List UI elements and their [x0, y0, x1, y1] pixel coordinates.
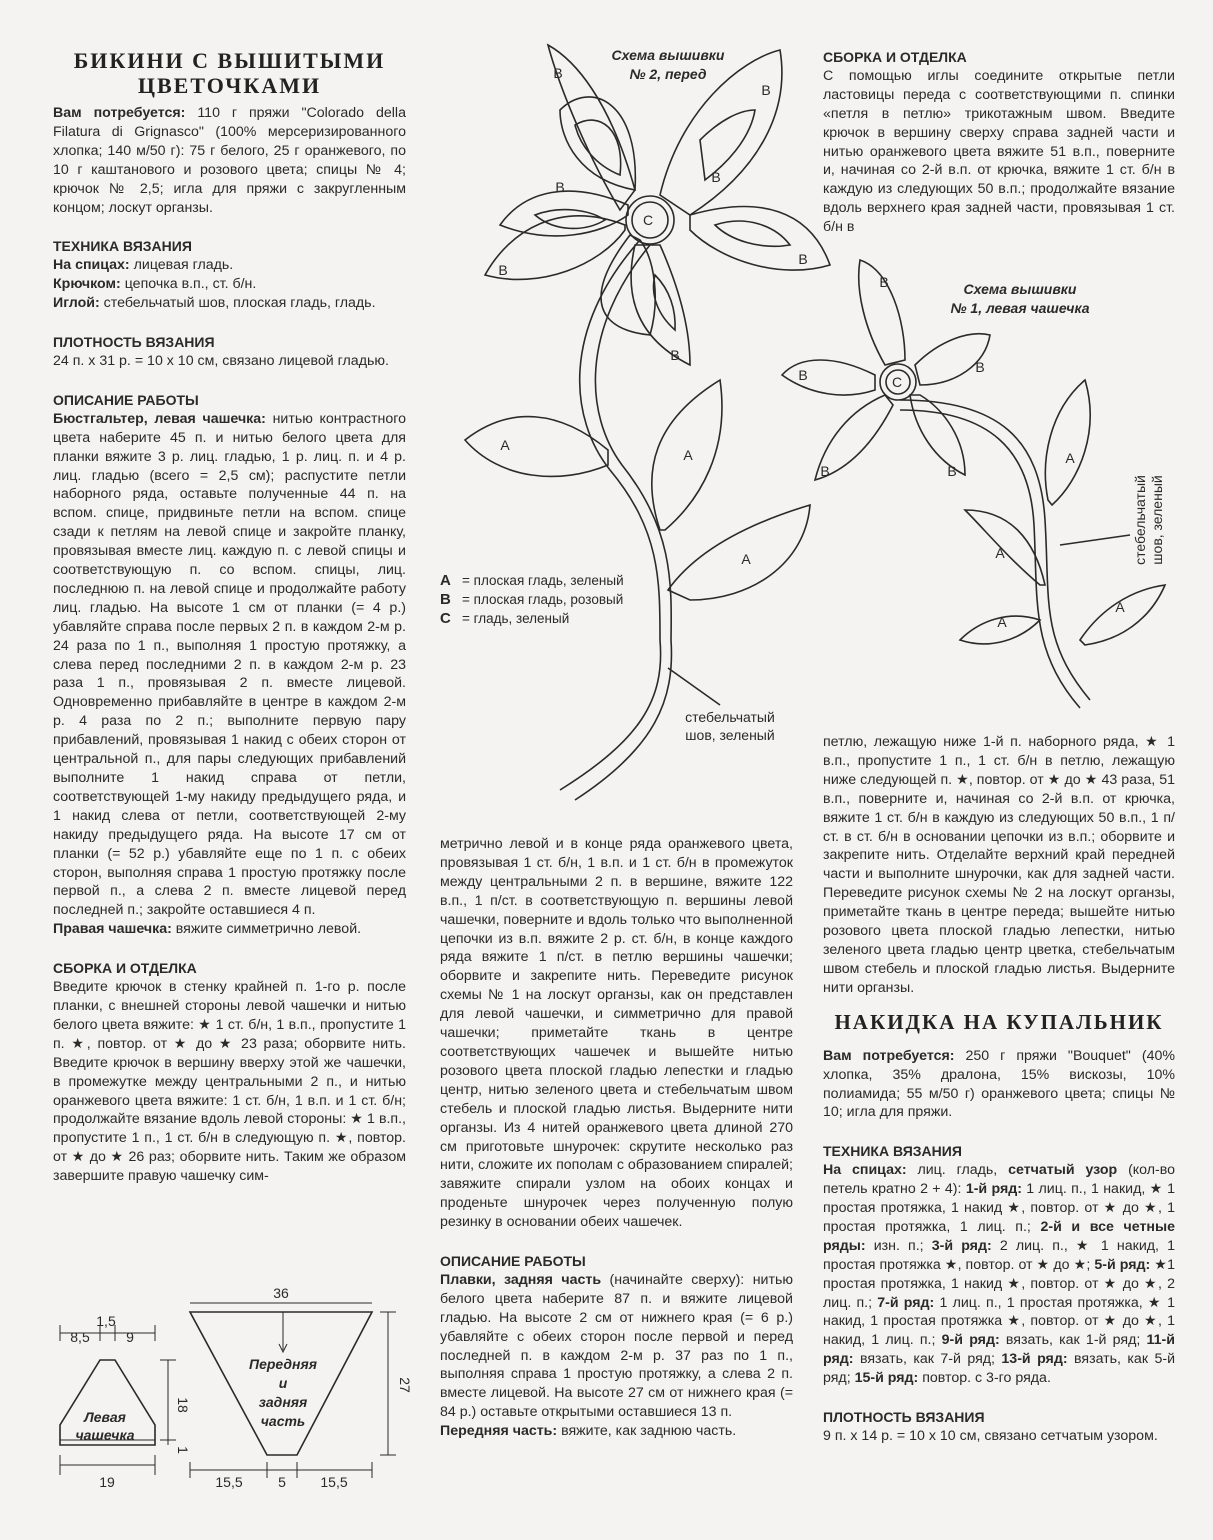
scheme-1-title-1: Схема вышивки [963, 281, 1077, 297]
assembly-text-2: С помощью иглы соедините открытые петли ластовицы переда с соответствующими п. спинки «петля в петлю» трикотажным швом. Введите крючок в вершину сверху справа задней части и нитью оранжевого цвета вяжите 51 в.п., поверните и, начиная со 2-й в.п. от крючка, вяжите 1 ст. б/н в каждую из следующих 50 в.п.; продолжайте вязание вдоль верхнего края задней части, провязывая 1 ст. б/н в [823, 67, 1175, 236]
technique-heading: ТЕХНИКА ВЯЗАНИЯ [53, 238, 192, 255]
row13-text: вязать, как 5-й ряд; [823, 1351, 1175, 1387]
stem-labels [685, 475, 1165, 743]
mark-a: A [1115, 599, 1125, 615]
legend-key-b: B [440, 591, 451, 608]
density-heading: ПЛОТНОСТЬ ВЯЗАНИЯ [53, 334, 215, 351]
scheme-2-accent-4 [535, 210, 605, 229]
mark-b: B [879, 274, 889, 290]
mark-b: B [975, 359, 985, 375]
mark-b: B [761, 82, 771, 98]
scheme-2-title-1: Схема вышивки [611, 47, 725, 63]
row9-text: вязать, как 1-й ряд; [1005, 1332, 1141, 1349]
scheme-1-stem-label-1: стебельчатый [1132, 475, 1148, 565]
mark-a: A [500, 437, 510, 453]
scheme-1-leaf-top [1045, 380, 1090, 505]
cover-technique-heading: ТЕХНИКА ВЯЗАНИЯ [823, 1143, 962, 1160]
legend-key-a: A [440, 572, 451, 589]
row7-label: 7-й ряд: [877, 1294, 935, 1311]
scheme-1-petal-bottom-right [910, 395, 965, 475]
scheme-2-stem-label-2: шов, зеленый [685, 727, 775, 743]
legend-text-b: = плоская гладь, розовый [462, 592, 624, 607]
cup-label-2: чашечка [75, 1427, 135, 1443]
mark-a: A [1065, 450, 1075, 466]
mark-b: B [711, 169, 721, 185]
front-text: вяжите, как заднюю часть. [561, 1423, 737, 1440]
cover-density-heading: ПЛОТНОСТЬ ВЯЗАНИЯ [823, 1409, 985, 1426]
legend [440, 572, 624, 627]
scheme-2-leaf-lower-right [668, 505, 810, 600]
description-heading: ОПИСАНИЕ РАБОТЫ [53, 391, 199, 408]
legend-key-c: C [440, 610, 451, 627]
mark-b: B [820, 463, 830, 479]
scheme-2-stem [560, 240, 661, 790]
cup-dim-bottom: 19 [99, 1474, 115, 1490]
back-label: Плавки, задняя часть [440, 1271, 602, 1288]
row15-label: 15-й ряд: [854, 1370, 919, 1387]
cover-tech-text1: лиц. гладь, [917, 1162, 998, 1179]
row11-label: 11-й ряд: [823, 1332, 1175, 1368]
brief-dim-top: 36 [273, 1285, 289, 1301]
cup-dim-left: 8,5 [70, 1329, 90, 1345]
tech-knitting-label: На спицах: [53, 257, 130, 274]
scheme-1-leaf-right [1080, 585, 1165, 645]
row15-text: повтор. с 3-го ряда. [922, 1370, 1051, 1387]
cups-finishing-text: метрично левой и в конце ряда оранжевого цвета, провязывая 1 ст. б/н, 1 в.п. и 1 ст. б/н в промежуток между центральными 2 п. в вершине, вяжите 122 в.п., 1 п/ст. в соответствующую п. вершины левой чашечки, поверните и вдоль только что выполненной цепочки из в.п. вяжите 2 р. ст. б/н, в конце каждого ряда вяжите 1 п/ст. в петлю вершины чашечки; оборвите и закрепите нить. Переведите рисунок схемы № 1 на лоскут органзы, как он представлен для левой чашечки, и симметрично для правой чашечки; приметайте ткань в центре соответствующих чашечек и вышейте нитью розового цвета плоской гладью лепестки и гладью центр, нитью зеленого цвета и стебельчатым швом стебель и плоской гладью листья. Выдерните нити органзы. Из 4 нитей оранжевого цвета длиной 270 см приготовьте шнурочек: скрутите несколько раз нити, сложите их пополам с образованием спиралей; завяжите спирали узлом на обоих концах и проденьте шнурочек через полученную полую резинку в основании обеих чашечек. [440, 836, 793, 1231]
mark-c: C [891, 374, 903, 390]
scheme-2-accent-2 [700, 110, 755, 180]
cover-up-title: НАКИДКА НА КУПАЛЬНИК [834, 1009, 1164, 1034]
brief-label-3: задняя [258, 1394, 308, 1410]
mark-b: B [947, 463, 957, 479]
row11-text: вязать, как 7-й ряд; [859, 1351, 995, 1368]
scheme-2-stem-label-1: стебельчатый [685, 709, 775, 725]
legend-text-c: = гладь, зеленый [462, 611, 570, 626]
brief-labels [215, 1285, 413, 1490]
scheme-1-stem-leader [1060, 535, 1130, 545]
cover-materials-label: Вам потребуется: [823, 1047, 955, 1064]
scheme-2-petal-bottom-inner [601, 235, 655, 335]
scheme-titles [612, 47, 1090, 316]
cup-label-1: Левая [84, 1409, 126, 1425]
cup-dim-right: 9 [126, 1329, 134, 1345]
cup-pattern [60, 1325, 176, 1475]
mark-a: A [995, 545, 1005, 561]
assembly-continued-text: петлю, лежащую ниже 1-й п. наборного ряда, ★ 1 в.п., пропустите 1 п., 1 ст. б/н в петлю, лежащую ниже следующей п. ★, повтор. от ★ до ★ 43 раза, 51 в.п., поверните и, начиная со 2-й в.п. от крючка, вяжите 1 ст. б/н в каждую из следующих 50 в.п., 1 п/ст. в ст. б/н в основании цепочки из в.п.; оборвите и закрепите нить. Отделайте верхний край передней части и выполните шнурочки, как для задней части. Переведите рисунок схемы № 2 на лоскут органзы, приметайте ткань в центре переда; вышейте нитью розового цвета плоской гладью лепестки, нитью зеленого цвета гладью центр цветка, стебельчатым швом стебель и плоской гладью листья. Выдерните нити органзы. [823, 734, 1175, 996]
row7-text: 1 лиц. п., 1 простая протяжка, ★ 1 накид, 1 простая протяжка ★, повтор. от ★ до ★, 1 накид, 1 лиц. п.; [823, 1294, 1175, 1349]
tech-crochet-label: Крючком: [53, 276, 121, 293]
scheme-2-accent-3 [715, 221, 790, 246]
brief-label-1: Передняя [249, 1356, 317, 1372]
scheme-1-stem-outline [900, 410, 1080, 708]
brief-dim-height: 27 [397, 1377, 413, 1393]
assembly-heading-2: СБОРКА И ОТДЕЛКА [823, 49, 967, 65]
scheme-1-title-2: № 1, левая чашечка [950, 300, 1090, 316]
materials-label: Вам потребуется: [53, 105, 186, 121]
mark-b: B [555, 179, 565, 195]
back-text: (начинайте сверху): нитью белого цвета наберите 87 п. и вяжите лицевой гладью. На высоте 2 см от нижнего края (= 6 р.) убавляйте с обеих сторон после первой и перед последней п. в каждом 2-м р. 37 раз по 1 п., выполняя справа 1 простую протяжку, а слева 2 п. вместе лицевой. На высоте 27 см от нижнего края (= 84 р.) оставьте открытыми оставшиеся 13 п. [440, 1271, 793, 1421]
materials-text: 110 г пряжи "Colorado della Filatura di Grignasco" (100% мерсеризированного хлопка; 140 м/50 г): 75 г белого, 25 г оранжевого, по 10 г каштанового и розового цвета; спицы № 4; крючок № 2,5; игла для пряжи с закругленным концом; лоскут органзы. [53, 105, 406, 216]
assembly-heading: СБОРКА И ОТДЕЛКА [53, 960, 197, 977]
scheme-1-flower [782, 260, 1165, 708]
cover-density-text: 9 п. х 14 р. = 10 х 10 см, связано сетчатым узором. [823, 1428, 1158, 1444]
brief-label-4: часть [260, 1413, 306, 1429]
mark-b: B [798, 367, 808, 383]
brief-dim-bottom-right: 15,5 [320, 1474, 348, 1490]
scheme-2-stem-leader [668, 668, 720, 705]
cover-tech-label2: сетчатый узор [1008, 1162, 1118, 1179]
mark-a: A [683, 447, 693, 463]
cover-tech-label: На спицах: [823, 1162, 907, 1179]
brief-dim-bottom-left: 15,5 [215, 1474, 243, 1490]
cup-dim-band: 1 [175, 1446, 191, 1454]
row3-text: 2 лиц. п., ★ 1 накид, 1 простая протяжка ★, повтор. от ★ до ★; [823, 1237, 1175, 1273]
scheme-1-stem-label-2: шов, зеленый [1149, 475, 1165, 565]
region-marks [498, 65, 1125, 630]
scheme-2-title-2: № 2, перед [629, 66, 707, 82]
mark-b: B [670, 347, 680, 363]
scheme-2-accent-5 [654, 275, 676, 330]
mark-b: B [498, 262, 508, 278]
brief-label-2: и [278, 1375, 288, 1391]
row1-label: 1-й ряд: [965, 1181, 1022, 1198]
row13-label: 13-й ряд: [1001, 1351, 1068, 1368]
cup-dim-height: 18 [175, 1397, 191, 1413]
scheme-2-petal-left-inner [500, 191, 628, 236]
tech-knitting-text: лицевая гладь. [133, 257, 234, 274]
tech-needle-text: стебельчатый шов, плоская гладь, гладь. [103, 295, 376, 312]
assembly-text: Введите крючок в стенку крайней п. 1-го р. после планки, с внешней стороны левой чашечки и нитью белого цвета вяжите: ★ 1 ст. б/н, 1 в.п., пропустите 1 п. ★, повтор. от ★ до ★ 23 раза; оборвите нить. Введите крючок в вершину вверху этой же чашечки, в промежутке между центральными 2 п., и нитью оранжевого цвета вяжите: 1 ст. б/н, 1 в.п. и 1 ст. б/н; продолжайте вязание вдоль левой стороны: ★ 1 в.п., пропустите 1 п., 1 ст. б/н в следующую п. ★, повтор. от ★ до ★ 26 раз; оборвите нить. Таким же образом завершите правую чашечку сим- [53, 979, 406, 1185]
row5-label: 5-й ряд: [1094, 1256, 1151, 1273]
tech-crochet-text: цепочка в.п., ст. б/н. [124, 276, 257, 293]
mark-b: B [798, 251, 808, 267]
brief-dim-bottom-mid: 5 [278, 1474, 286, 1490]
front-label: Передняя часть: [440, 1423, 558, 1440]
description-heading-2: ОПИСАНИЕ РАБОТЫ [440, 1253, 586, 1270]
cover-tech-text2: (кол-во петель кратно 2 + 4): [823, 1162, 1176, 1198]
cup-labels [70, 1313, 191, 1490]
mark-c: C [642, 212, 654, 228]
scheme-2-flower [465, 45, 830, 800]
legend-text-a: = плоская гладь, зеленый [462, 573, 624, 588]
cover-materials-text: 250 г пряжи "Bouquet" (40% хлопка, 35% дралона, 15% вискозы, 10% полиамида; 55 м/50 г) оранжевого цвета; спицы № 10; игла для пряжи. [823, 1047, 1175, 1121]
cup-dim-top: 1,5 [96, 1313, 116, 1329]
row2-text: изн. п.; [873, 1237, 924, 1254]
tech-needle-label: Иглой: [53, 295, 100, 312]
scheme-2-petal-right [690, 207, 830, 271]
scheme-1-petal-left [782, 360, 875, 395]
scheme-2-petal-bottom [631, 245, 690, 365]
bra-text: нитью контрастного цвета наберите 45 п. и нитью белого цвета для планки вяжите 3 р. лиц. гладью, 1 р. лиц. п. и 4 р. лиц. гладью (всего = 2,5 см); распустите петли наборного ряда, оставьте полученные 44 п. на вспом. спице, придвиньте петли на вспом. спице сзади к петлям на левой спице и закройте планку, провязывая вместе лиц. каждую п. с левой спицы и соответствующую п. со вспом. спицы, лиц. последнюю п. на левой спице и продолжайте работу лиц. гладью. На высоте 1 см от планки (= 4 р.) убавляйте справа после первых 2 п. в каждом 2-м р. 24 раза по 1 п., выполняя 1 простую протяжку, а слева перед последними 2 п. в каждом 2-м р. 23 раза 1 п., провязывая 2 п. вместе лицевой. Одновременно прибавляйте в центре в каждом 2-м р. 4 раза по 2 п.; выполните первую пару прибавлений, провязывая 1 накид с обеих сторон от центральной п., для пары следующих прибавлений выполните 1 накид справа от петли, соответствующей 1-му накиду предыдущего ряда, и 1 накид слева от петли, соответствующей 2-му накиду предыдущего ряда. На высоте 17 см от планки (= 52 р.) убавляйте еще по 1 п. с обеих сторон, выполняя справа 1 простую протяжку после первой п., а слева 2 п. вместе лицевой перед последней п.; закройте оставшиеся 4 п. [53, 410, 406, 919]
row5-text: ★1 простая протяжка, 1 накид ★, повтор. от ★ до ★, 2 лиц. п.; [823, 1256, 1175, 1311]
row3-label: 3-й ряд: [931, 1237, 992, 1254]
row2-label: 2-й и все четные ряды: [823, 1218, 1175, 1254]
right-cup-text: вяжите симметрично левой. [175, 921, 362, 938]
row1-text: 1 лиц. п., 1 накид, ★ 1 простая протяжка, 1 накид ★, повтор. от ★ до ★, 1 простая протяжка, 1 лиц. п.; [823, 1181, 1175, 1235]
density-text: 24 п. х 31 р. = 10 х 10 см, связано лицевой гладью. [53, 352, 389, 369]
article-title: БИКИНИ С ВЫШИТЫМИ ЦВЕТОЧКАМИ [73, 48, 386, 98]
mark-a: A [741, 551, 751, 567]
bra-label: Бюстгальтер, левая чашечка: [53, 410, 266, 427]
row9-label: 9-й ряд: [941, 1332, 1000, 1349]
mark-b: B [553, 65, 563, 81]
brief-pattern [190, 1303, 396, 1478]
right-cup-label: Правая чашечка: [53, 921, 172, 938]
mark-a: A [997, 614, 1007, 630]
